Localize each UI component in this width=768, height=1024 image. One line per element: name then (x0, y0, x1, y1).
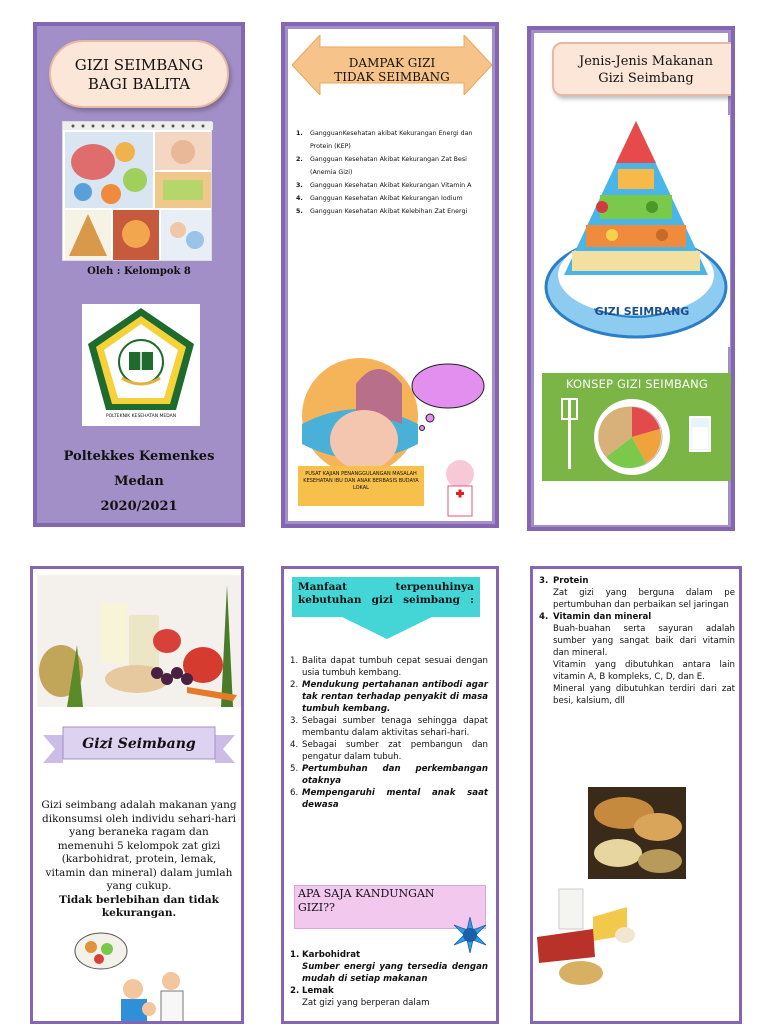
impact-item (296, 192, 492, 205)
definition-panel (30, 566, 244, 1024)
benefit-item (290, 739, 488, 763)
nutrient-list-continued (539, 575, 735, 707)
benefit-text: Balita dapat tumbuh cepat sesuai dengan usia tumbuh kembang. (302, 656, 488, 678)
vitamin-heading (539, 611, 735, 623)
mother-child-illustration (298, 354, 488, 524)
nutrient-num: 2. (290, 986, 300, 996)
food-pyramid-image (542, 115, 730, 347)
protein-foods-photo (537, 887, 657, 989)
manfaat-title: Manfaat terpenuhinya kebutuhan gizi seimbang : (298, 581, 474, 606)
nutrient-name: Lemak (302, 986, 334, 996)
lemak-text: Zat gizi yang berperan dalam (302, 998, 430, 1008)
benefit-num: 5. (290, 764, 299, 774)
institution-block (37, 444, 241, 519)
vitamin-text-2: Vitamin yang dibutuhkan antara lain vitamin A, B kompleks, C, D, dan E. (553, 660, 735, 682)
benefit-text: Sebagai sumber tenaga sehingga dapat membantu dalam aktivitas sehari-hari. (302, 716, 488, 738)
jenis-panel (527, 26, 735, 531)
impact-num: 4. (296, 195, 303, 202)
jenis-inner (534, 33, 728, 525)
dampak-inner (288, 29, 492, 521)
poltekkes-logo (82, 304, 200, 426)
dampak-title (318, 56, 466, 84)
impact-num: 5. (296, 208, 303, 215)
sign-text: PUSAT KAJIAN PENANGGULANGAN MASALAH KESEHATAN IBU DAN ANAK BERBASIS BUDAYA LOKAL (303, 471, 419, 491)
benefit-item (290, 787, 488, 811)
benefit-item (290, 679, 488, 715)
sun-icon (452, 917, 488, 953)
impact-text: Gangguan Kesehatan Akibat Kekurangan Iodium (310, 195, 463, 202)
nutrient-num: 4. (539, 612, 549, 622)
cover-title-line2: BAGI BALITA (87, 75, 191, 93)
benefit-text: Pertumbuhan dan perkembangan otaknya (302, 764, 488, 786)
dampak-panel (281, 22, 499, 528)
cover-title-line1: GIZI SEIMBANG (74, 56, 204, 74)
kandungan-title: APA SAJA KANDUNGAN GIZI?? (298, 887, 435, 914)
konsep-title: KONSEP GIZI SEIMBANG (565, 377, 709, 391)
benefit-num: 1. (290, 656, 299, 666)
konsep-gizi-image (542, 373, 732, 481)
benefit-text: Mempengaruhi mental anak saat dewasa (302, 788, 488, 810)
impact-text: GangguanKesehatan akibat Kekurangan Energi dan Protein (KEP) (310, 130, 473, 150)
protein-heading (539, 575, 735, 587)
benefit-num: 4. (290, 740, 299, 750)
vegetables-photo (37, 575, 241, 707)
definition-text (41, 799, 237, 921)
benefit-num: 3. (290, 716, 299, 726)
vitamin-text-3: Mineral yang dibutuhkan terdiri dari zat besi, kalsium, dll (553, 684, 735, 706)
food-collage-image (62, 121, 212, 261)
benefit-text: Sebagai sumber zat pembangun dan pengatur dalam tubuh. (302, 740, 488, 762)
academic-year: 2020/2021 (100, 499, 178, 514)
benefit-text: Mendukung pertahanan antibodi agar tak rentan terhadap penyakit di masa tumbuh kembang. (302, 680, 488, 714)
manfaat-panel (281, 566, 499, 1024)
jenis-title-line1: Jenis-Jenis Makanan (579, 54, 713, 69)
cover-panel (33, 22, 245, 527)
gizi-seimbang-heading: Gizi Seimbang (82, 736, 196, 752)
definition-emphasis: Tidak berlebihan dan tidak kekurangan. (59, 893, 219, 919)
impact-item (296, 205, 492, 218)
impact-list (296, 127, 492, 218)
impact-num: 2. (296, 156, 303, 163)
logo-caption: POLTEKNIK KESEHATAN MEDAN (105, 414, 177, 419)
karbohidrat-heading (290, 949, 488, 961)
protein-text: Zat gizi yang berguna dalam pe pertumbuhan dan perbaikan sel jaringan (553, 588, 735, 610)
manfaat-callout-arrow (342, 617, 432, 639)
grains-photo (588, 787, 686, 879)
impact-text: Gangguan Kesehatan Akibat Kekurangan Vitamin A (310, 182, 472, 189)
benefit-num: 6. (290, 788, 299, 798)
benefit-item (290, 655, 488, 679)
karbohidrat-text: Sumber energi yang tersedia dengan mudah di setiap makanan (302, 962, 488, 984)
dampak-title-line1: DAMPAK GIZI (348, 56, 436, 70)
benefit-item (290, 763, 488, 787)
nutrient-num: 3. (539, 576, 549, 586)
group-credit: Oleh : Kelompok 8 (87, 266, 191, 277)
dampak-title-line2: TIDAK SEIMBANG (334, 70, 450, 84)
family-meal-illustration (71, 929, 189, 1024)
cover-title (49, 40, 229, 108)
benefit-list (290, 655, 488, 811)
nutrient-num: 1. (290, 950, 300, 960)
nutrient-name: Vitamin dan mineral (553, 612, 652, 622)
protein-panel (530, 566, 742, 1024)
nutrient-name: Karbohidrat (302, 950, 361, 960)
impact-text: Gangguan Kesehatan Akibat Kelebihan Zat Energi (310, 208, 468, 215)
impact-num: 1. (296, 130, 303, 137)
impact-item (296, 153, 492, 179)
impact-item (296, 127, 492, 153)
definition-body: Gizi seimbang adalah makanan yang dikonsumsi oleh individu sehari-hari yang beraneka ragam dan memenuhi 5 kelompok zat gizi (karbohidrat, protein, lemak, vitamin dan mineral) dalam jumlah yang cukup. (41, 799, 237, 892)
pyramid-label: GIZI SEIMBANG (594, 305, 690, 318)
benefit-item (290, 715, 488, 739)
benefit-num: 2. (290, 680, 299, 690)
impact-text: Gangguan Kesehatan Akibat Kekurangan Zat Besi (Anemia Gizi) (310, 156, 467, 176)
impact-num: 3. (296, 182, 303, 189)
jenis-title (552, 42, 735, 96)
nutrient-list (290, 949, 488, 1009)
nutrient-name: Protein (553, 576, 589, 586)
lemak-heading (290, 985, 488, 997)
vitamin-text-1: Buah-buahan serta sayuran adalah sumber yang sangat baik dari vitamin dan mineral. (553, 624, 735, 658)
jenis-title-line2: Gizi Seimbang (598, 71, 694, 86)
impact-item (296, 179, 492, 192)
institution-name: Poltekkes Kemenkes Medan (63, 449, 215, 489)
